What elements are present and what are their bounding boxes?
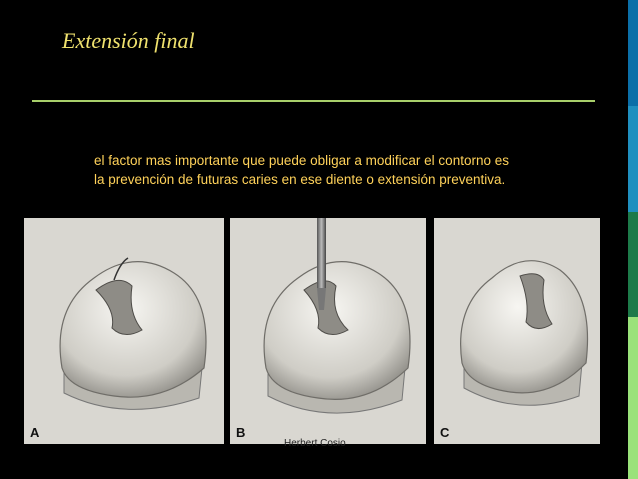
side-stripe-lightblue: [628, 106, 638, 212]
side-stripe-lightgreen: [628, 317, 638, 479]
figure-label-b: B: [236, 425, 246, 440]
title-divider: [32, 100, 595, 102]
figure-label-a: A: [30, 425, 40, 440]
side-stripe-blue: [628, 0, 638, 106]
side-stripe-green: [628, 212, 638, 317]
body-line-1: el factor mas importante que puede obligar a modificar el contorno es: [94, 153, 509, 168]
tooth-photo-c: [434, 218, 600, 444]
tooth-photo-b: [230, 218, 426, 444]
figure-label-c: C: [440, 425, 450, 440]
slide-body: [94, 151, 614, 189]
slide-title: Extensión final: [62, 28, 195, 53]
body-line-2: la prevención de futuras caries en ese diente o extensión preventiva.: [94, 172, 506, 187]
author-credit: Herbert Cosio: [284, 438, 346, 449]
tooth-photo-a: [24, 218, 224, 444]
